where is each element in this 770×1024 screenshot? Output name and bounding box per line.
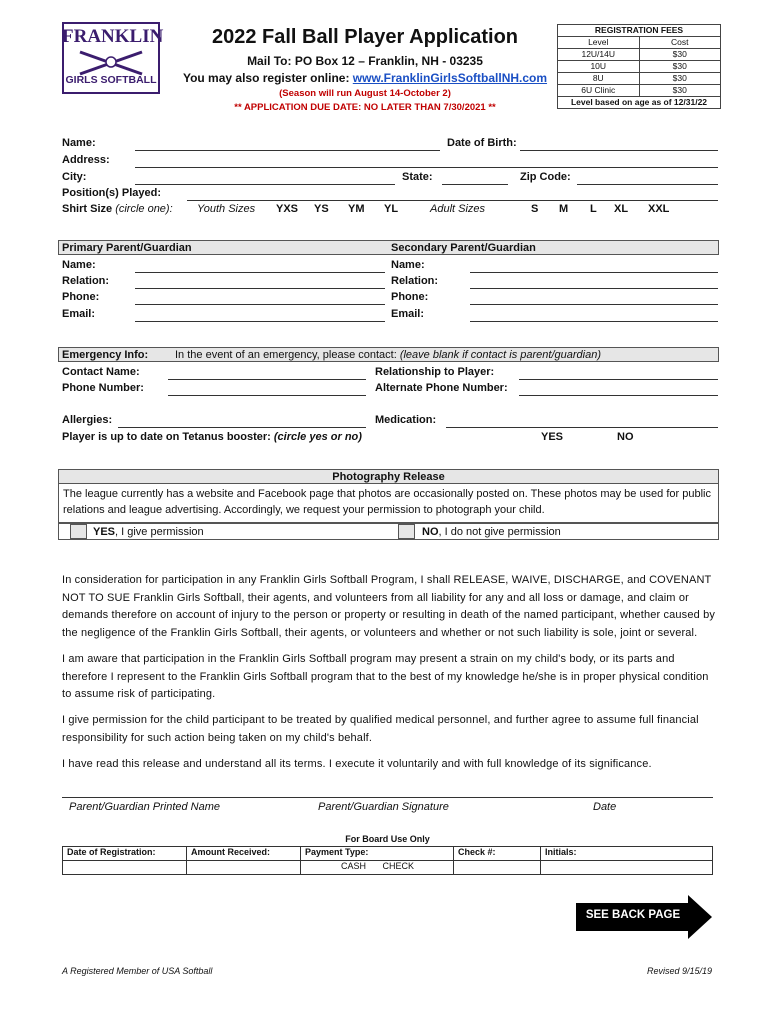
fees-level: 6U Clinic xyxy=(558,85,640,97)
fees-cost: $30 xyxy=(639,49,721,61)
fees-row xyxy=(558,73,721,85)
emergency-title: Emergency Info: xyxy=(62,349,149,361)
fees-note: Level based on age as of 12/31/22 xyxy=(558,97,721,109)
size-xxl[interactable]: XXL xyxy=(648,203,670,215)
dob-label: Date of Birth: xyxy=(447,137,517,149)
fees-level: 10U xyxy=(558,61,640,73)
secondary-email-label: Email: xyxy=(391,308,425,320)
release-paragraph-4: I have read this release and understand all its terms. I execute it voluntarily and with full knowledge of its significance. xyxy=(62,758,652,770)
photo-no-rest: , I do not give permission xyxy=(438,526,561,538)
tetanus-hint: (circle yes or no) xyxy=(273,431,362,443)
board-check-no: Check #: xyxy=(454,847,541,861)
allergies-label: Allergies: xyxy=(62,414,113,426)
mail-to: Mail To: PO Box 12 – Franklin, NH - 03235 xyxy=(247,54,483,68)
tetanus-text: Player is up to date on Tetanus booster: xyxy=(62,431,274,443)
name-field[interactable] xyxy=(135,150,440,151)
emergency-intro xyxy=(175,349,601,361)
relationship-field[interactable] xyxy=(519,379,718,380)
signature-line[interactable] xyxy=(62,797,713,798)
fees-row xyxy=(558,49,721,61)
size-l[interactable]: L xyxy=(590,203,597,215)
primary-email-label: Email: xyxy=(62,308,96,320)
emergency-intro-note: (leave blank if contact is parent/guardian) xyxy=(399,349,601,361)
board-use-title: For Board Use Only xyxy=(345,834,430,844)
primary-phone-label: Phone: xyxy=(62,291,100,303)
emergency-intro-text: In the event of an emergency, please contact: xyxy=(175,349,400,361)
secondary-relation-label: Relation: xyxy=(391,275,439,287)
online-register xyxy=(170,71,560,85)
phone-number-field[interactable] xyxy=(168,395,366,396)
photo-release-text: The league currently has a website and Facebook page that photos are occasionally posted on. These photos may be used for public relations and league advertising. Accordingly, we request your permission to photograph your child. xyxy=(63,488,711,516)
fees-title: REGISTRATION FEES xyxy=(558,25,721,37)
board-amount: Amount Received: xyxy=(187,847,301,861)
city-field[interactable] xyxy=(135,184,395,185)
tetanus-yes[interactable]: YES xyxy=(541,431,564,443)
medication-field[interactable] xyxy=(446,427,718,428)
photo-yes-bold: YES xyxy=(93,526,116,538)
franklin-girls-softball-logo xyxy=(62,22,164,94)
footer-left: A Registered Member of USA Softball xyxy=(62,966,213,976)
contact-name-label: Contact Name: xyxy=(62,366,140,378)
fees-cost: $30 xyxy=(639,85,721,97)
secondary-relation-field[interactable] xyxy=(470,288,718,289)
form-title: 2022 Fall Ball Player Application xyxy=(211,26,519,48)
zip-field[interactable] xyxy=(577,184,718,185)
date-label: Date xyxy=(593,801,617,813)
board-initials: Initials: xyxy=(541,847,713,861)
size-yl[interactable]: YL xyxy=(384,203,399,215)
logo-line-2: GIRLS SOFTBALL xyxy=(65,74,157,86)
release-paragraph-3: I give permission for the child participant to be treated by qualified medical personnel, and further agree to assume full financial responsibility for such action being taken on my child's behalf. xyxy=(62,714,699,744)
fees-col-cost: Cost xyxy=(639,37,721,49)
release-paragraph-2: I am aware that participation in the Franklin Girls Softball program may present a strain on my child's body, or its parts and therefore I represent to the Franklin Girls Softball program that to the best of my knowledge he/she is in proper physical condition to assume risk of participating. xyxy=(62,653,709,700)
alt-phone-label: Alternate Phone Number: xyxy=(375,382,508,394)
secondary-phone-label: Phone: xyxy=(391,291,429,303)
photo-yes-rest: , I give permission xyxy=(115,526,204,538)
fees-cost: $30 xyxy=(639,61,721,73)
secondary-name-field[interactable] xyxy=(470,272,718,273)
board-amount-value[interactable] xyxy=(187,861,301,875)
size-yxs[interactable]: YXS xyxy=(276,203,299,215)
size-ym[interactable]: YM xyxy=(348,203,365,215)
photo-no-label xyxy=(422,526,561,538)
size-xl[interactable]: XL xyxy=(614,203,629,215)
fees-col-level: Level xyxy=(558,37,640,49)
board-date-value[interactable] xyxy=(63,861,187,875)
relationship-label: Relationship to Player: xyxy=(375,366,495,378)
season-dates: (Season will run August 14-October 2) xyxy=(279,88,451,99)
secondary-name-label: Name: xyxy=(391,259,425,271)
board-payment-value xyxy=(301,861,454,875)
see-back-page-label: SEE BACK PAGE xyxy=(585,909,681,921)
state-label: State: xyxy=(402,171,433,183)
printed-name-label: Parent/Guardian Printed Name xyxy=(69,801,221,813)
see-back-page-arrow xyxy=(576,895,712,939)
fees-cost: $30 xyxy=(639,73,721,85)
board-use-table xyxy=(62,846,713,875)
phone-number-label: Phone Number: xyxy=(62,382,144,394)
shirt-label: Shirt Size xyxy=(62,203,113,215)
dob-field[interactable] xyxy=(520,150,718,151)
primary-relation-label: Relation: xyxy=(62,275,110,287)
primary-phone-field[interactable] xyxy=(135,304,385,305)
size-m[interactable]: M xyxy=(559,203,569,215)
primary-name-label: Name: xyxy=(62,259,96,271)
fees-row xyxy=(558,61,721,73)
contact-name-field[interactable] xyxy=(168,379,366,380)
secondary-phone-field[interactable] xyxy=(470,304,718,305)
photo-no-bold: NO xyxy=(422,526,439,538)
tetanus-no[interactable]: NO xyxy=(617,431,634,443)
state-field[interactable] xyxy=(442,184,508,185)
medication-label: Medication: xyxy=(375,414,437,426)
zip-label: Zip Code: xyxy=(520,171,571,183)
due-date: ** APPLICATION DUE DATE: NO LATER THAN 7/30/2021 ** xyxy=(234,102,496,113)
photo-no-checkbox[interactable] xyxy=(398,524,415,539)
board-check-value[interactable] xyxy=(454,861,541,875)
positions-field[interactable] xyxy=(187,200,718,201)
board-initials-value[interactable] xyxy=(541,861,713,875)
fees-row xyxy=(558,85,721,97)
tetanus-label xyxy=(62,431,362,443)
release-paragraph-1: In consideration for participation in any Franklin Girls Softball Program, I shall RELEASE, WAIVE, DISCHARGE, and COVENANT NOT TO SUE Franklin Girls Softball, their agents, and volunteers from all liability for any and all loss or damage, and claim or demands therefore on account of injury to the person or property or resulting in death of the named participant, whether caused by the negligence of the Franklin Girls Softball, their agents, or volunteers and whether or not such liability is sole, joint or several. xyxy=(62,574,715,639)
board-payment: Payment Type: xyxy=(301,847,454,861)
board-check[interactable]: CHECK xyxy=(382,861,415,871)
primary-relation-field[interactable] xyxy=(135,288,385,289)
size-ys[interactable]: YS xyxy=(314,203,329,215)
shirt-hint: (circle one): xyxy=(115,203,173,215)
primary-parent-title: Primary Parent/Guardian xyxy=(62,242,192,254)
photo-release-title: Photography Release xyxy=(332,471,445,483)
fees-level: 8U xyxy=(558,73,640,85)
online-link[interactable]: www.FranklinGirlsSoftballNH.com xyxy=(352,71,548,85)
adult-sizes-label: Adult Sizes xyxy=(430,203,486,215)
footer-right: Revised 9/15/19 xyxy=(647,966,713,976)
address-field[interactable] xyxy=(135,167,718,168)
primary-email-field[interactable] xyxy=(135,321,385,322)
alt-phone-field[interactable] xyxy=(519,395,718,396)
address-label: Address: xyxy=(62,154,110,166)
photo-yes-checkbox[interactable] xyxy=(70,524,87,539)
youth-sizes-label: Youth Sizes xyxy=(197,203,256,215)
positions-label: Position(s) Played: xyxy=(62,187,162,199)
size-s[interactable]: S xyxy=(531,203,539,215)
photo-yes-label xyxy=(93,526,204,538)
fees-level: 12U/14U xyxy=(558,49,640,61)
city-label: City: xyxy=(62,171,87,183)
board-date-reg: Date of Registration: xyxy=(63,847,187,861)
secondary-parent-title: Secondary Parent/Guardian xyxy=(391,242,536,254)
signature-label: Parent/Guardian Signature xyxy=(318,801,449,813)
name-label: Name: xyxy=(62,137,96,149)
board-cash[interactable]: CASH xyxy=(341,861,367,871)
secondary-email-field[interactable] xyxy=(470,321,718,322)
online-prefix: You may also register online: xyxy=(182,71,353,85)
registration-fees-table xyxy=(557,24,721,109)
shirt-size-label xyxy=(62,203,173,215)
logo-line-1: FRANKLIN xyxy=(62,26,164,47)
allergies-field[interactable] xyxy=(118,427,366,428)
primary-name-field[interactable] xyxy=(135,272,385,273)
